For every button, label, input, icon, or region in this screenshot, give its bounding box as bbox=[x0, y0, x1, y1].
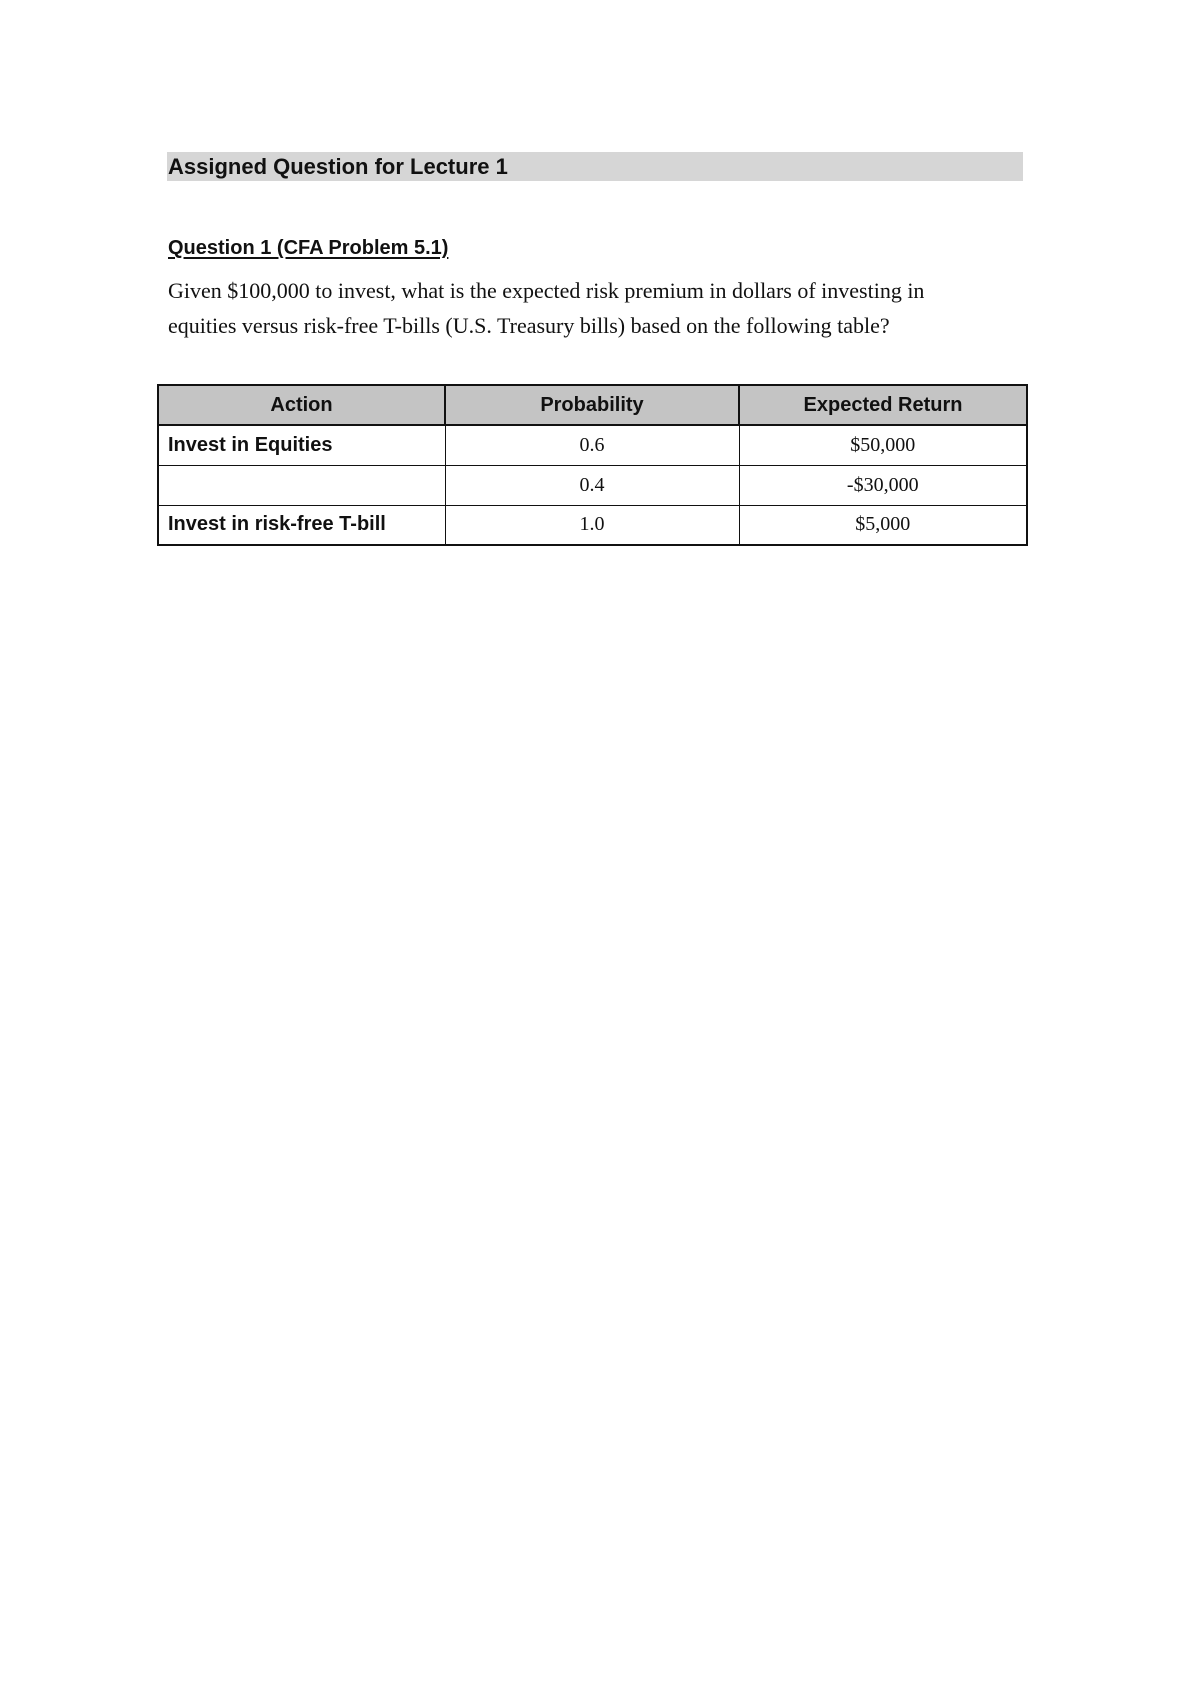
question-body bbox=[168, 273, 1028, 343]
action-cell bbox=[158, 465, 445, 505]
probability-cell: 1.0 bbox=[445, 505, 739, 545]
returns-table bbox=[157, 384, 1028, 546]
expected-return-cell: $50,000 bbox=[739, 425, 1027, 465]
question-heading: Question 1 (CFA Problem 5.1) bbox=[168, 237, 449, 259]
table-row bbox=[158, 425, 1027, 465]
action-cell: Invest in risk-free T-bill bbox=[158, 505, 445, 545]
table-row bbox=[158, 505, 1027, 545]
page-title: Assigned Question for Lecture 1 bbox=[168, 154, 508, 179]
action-cell: Invest in Equities bbox=[158, 425, 445, 465]
column-header-action: Action bbox=[158, 385, 445, 425]
question-line: equities versus risk-free T-bills (U.S. Treasury bills) based on the following table? bbox=[168, 313, 890, 338]
column-header-probability: Probability bbox=[445, 385, 739, 425]
column-header-expected-return: Expected Return bbox=[739, 385, 1027, 425]
expected-return-cell: -$30,000 bbox=[739, 465, 1027, 505]
question-line: Given $100,000 to invest, what is the expected risk premium in dollars of investing in bbox=[168, 278, 925, 303]
table-row bbox=[158, 465, 1027, 505]
expected-return-cell: $5,000 bbox=[739, 505, 1027, 545]
table-header-row bbox=[158, 385, 1027, 425]
probability-cell: 0.4 bbox=[445, 465, 739, 505]
probability-cell: 0.6 bbox=[445, 425, 739, 465]
